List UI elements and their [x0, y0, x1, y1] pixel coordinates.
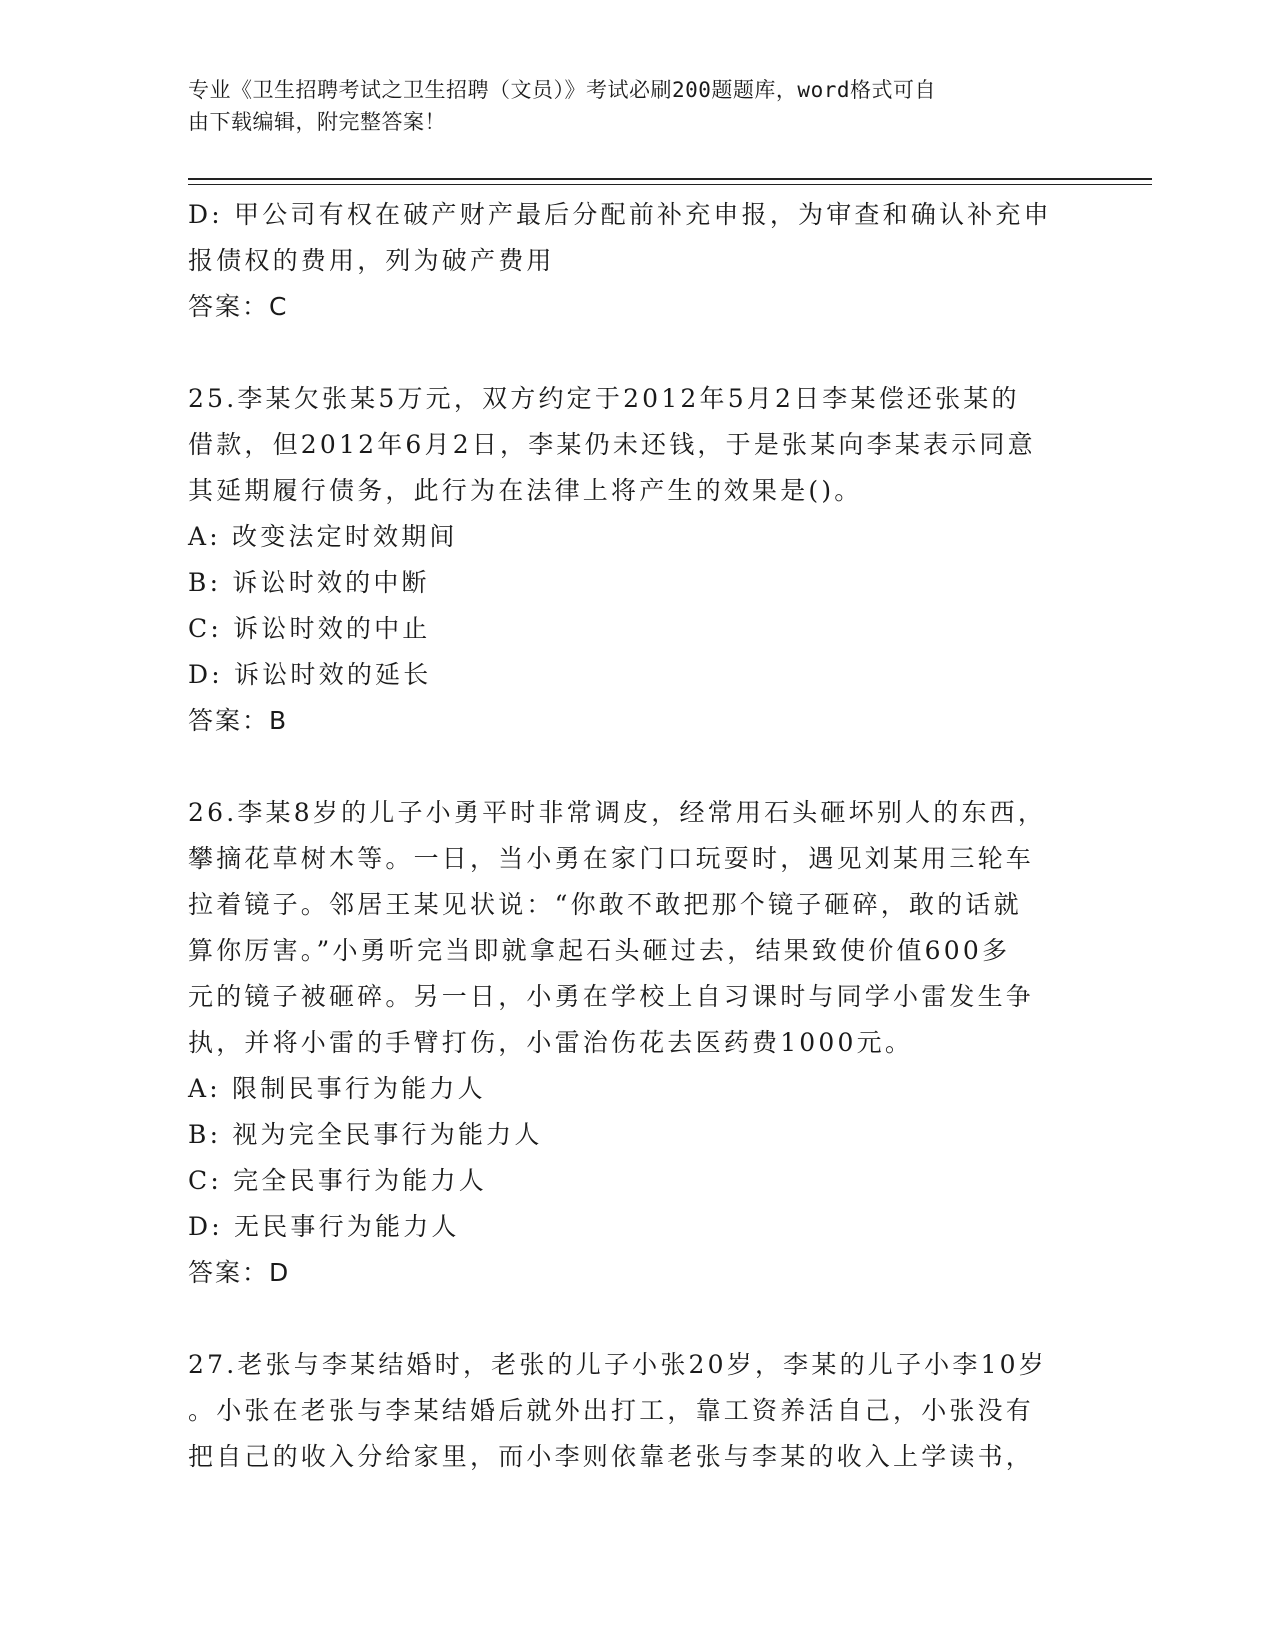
question-25: [188, 376, 1088, 744]
question-text-line: 其延期履行债务，此行为在法律上将产生的效果是()。: [188, 476, 863, 505]
question-27: [188, 1342, 1088, 1480]
option-d: D: 甲公司有权在破产财产最后分配前补充申报，为审查和确认补充申: [188, 200, 1052, 229]
question-text-line: 攀摘花草树木等。一日，当小勇在家门口玩耍时，遇见刘某用三轮车: [188, 844, 1035, 873]
question-text-line: 元的镜子被砸碎。另一日，小勇在学校上自习课时与同学小雷发生争: [188, 982, 1035, 1011]
question-text-line: 25.李某欠张某5万元，双方约定于2012年5月2日李某偿还张某的: [188, 384, 1020, 413]
option-c: C: 完全民事行为能力人: [188, 1166, 487, 1195]
option-a: A: 改变法定时效期间: [188, 522, 458, 551]
question-text-line: 27.老张与李某结婚时，老张的儿子小张20岁，李某的儿子小李10岁: [188, 1350, 1047, 1379]
question-text-line: 拉着镜子。邻居王某见状说：“你敢不敢把那个镜子砸碎，敢的话就: [188, 890, 1022, 919]
question-text-line: 算你厉害。”小勇听完当即就拿起石头砸过去，结果致使价值600多: [188, 936, 1011, 965]
option-b: B: 诉讼时效的中断: [188, 568, 430, 597]
header-line-1: 专业《卫生招聘考试之卫生招聘（文员）》考试必刷200题题库，word格式可自: [188, 78, 936, 102]
header-rule-thick: [188, 178, 1152, 180]
option-d: D: 无民事行为能力人: [188, 1212, 460, 1241]
header-rule-thin: [188, 184, 1152, 185]
question-26: [188, 790, 1088, 1296]
document-body: [188, 192, 1088, 1480]
option-d-continued: 报债权的费用，列为破产费用: [188, 246, 555, 275]
answer: 答案：D: [188, 1258, 291, 1287]
prev-question: [188, 192, 1088, 330]
answer: 答案：C: [188, 292, 289, 321]
option-b: B: 视为完全民事行为能力人: [188, 1120, 543, 1149]
option-d: D: 诉讼时效的延长: [188, 660, 432, 689]
question-text-line: 。小张在老张与李某结婚后就外出打工，靠工资养活自己，小张没有: [188, 1396, 1035, 1425]
question-text-line: 把自己的收入分给家里，而小李则依靠老张与李某的收入上学读书，: [188, 1442, 1035, 1471]
option-c: C: 诉讼时效的中止: [188, 614, 431, 643]
option-a: A: 限制民事行为能力人: [188, 1074, 486, 1103]
question-text-line: 执，并将小雷的手臂打伤，小雷治伤花去医药费1000元。: [188, 1028, 914, 1057]
answer: 答案：B: [188, 706, 289, 735]
header-line-2: 由下载编辑，附完整答案！: [188, 110, 446, 134]
question-text-line: 借款，但2012年6月2日，李某仍未还钱，于是张某向李某表示同意: [188, 430, 1036, 459]
page-header: [188, 74, 1068, 138]
question-text-line: 26.李某8岁的儿子小勇平时非常调皮，经常用石头砸坏别人的东西，: [188, 798, 1047, 827]
